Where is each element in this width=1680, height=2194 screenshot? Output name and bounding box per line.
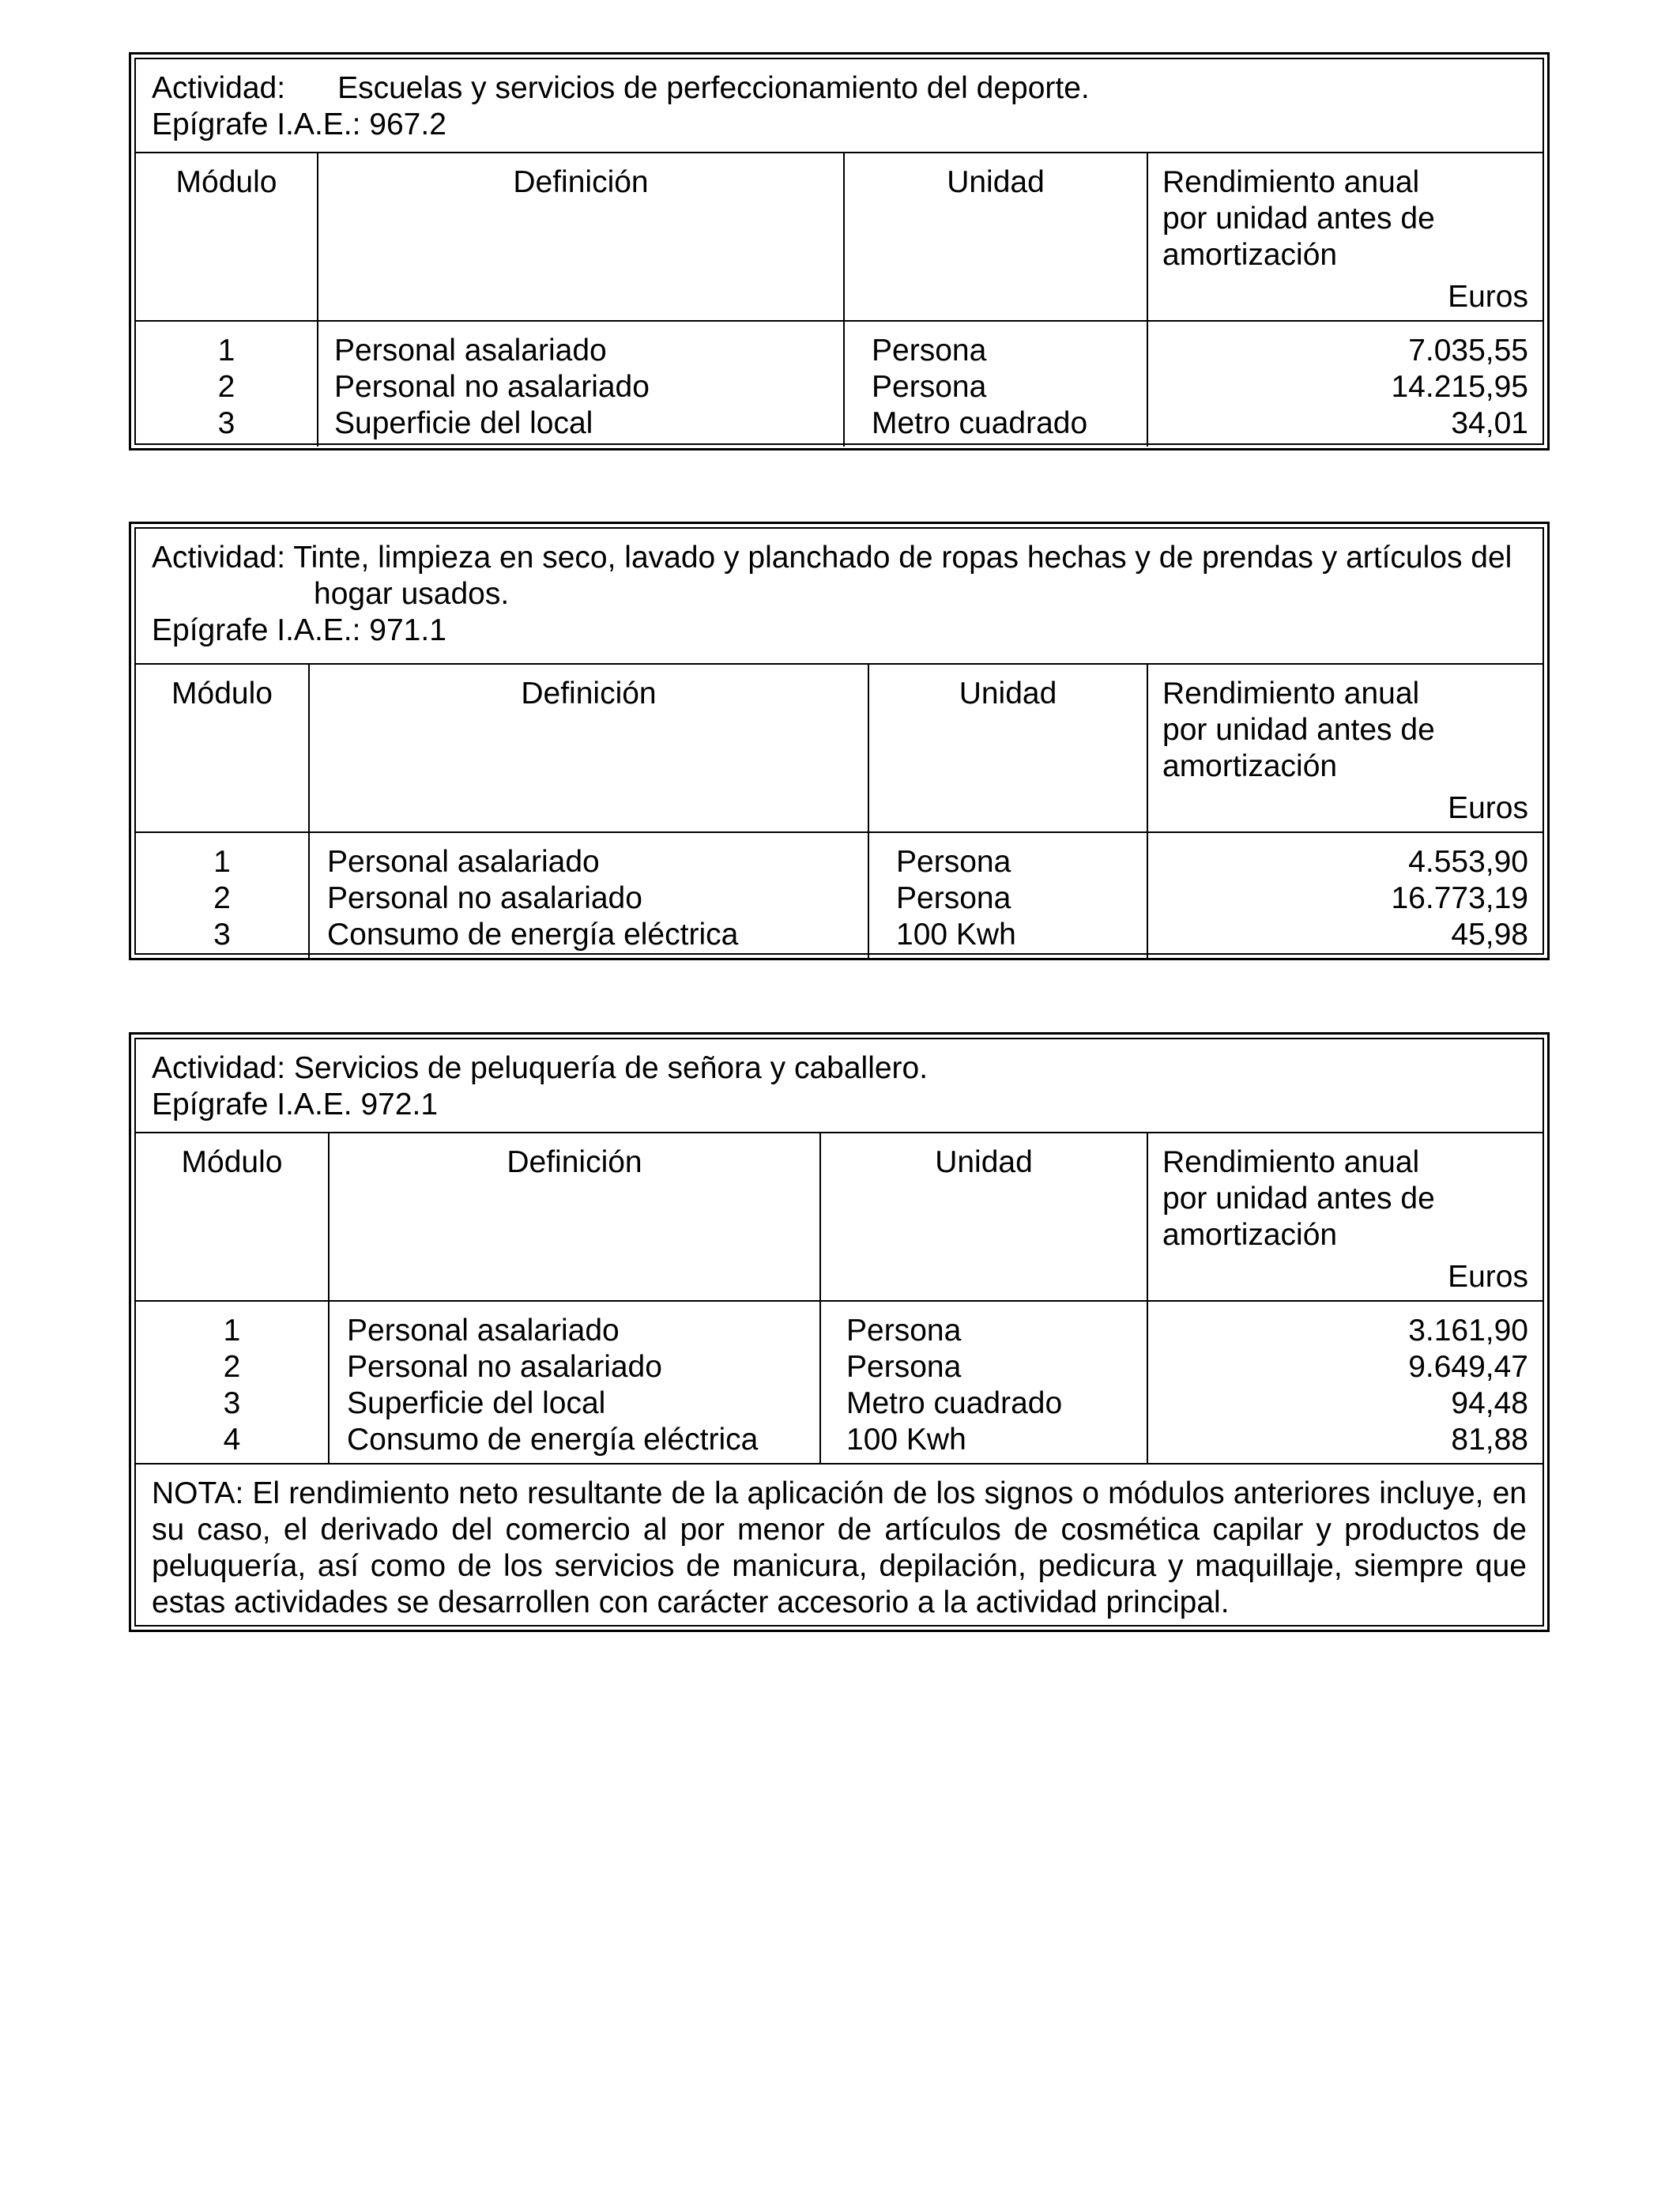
actividad-line (152, 70, 1527, 107)
table-epigrafe-971-1 (129, 522, 1550, 960)
header-modulo: Módulo (136, 153, 318, 320)
table-cell-unidad: Persona (846, 1350, 962, 1384)
table-cell-unidad: Metro cuadrado (846, 1386, 1063, 1420)
col-definicion (318, 322, 845, 447)
header-euros: Euros (1448, 280, 1528, 314)
table-cell-rendimiento: 16.773,19 (1391, 881, 1528, 915)
table-cell-definicion: Consumo de energía eléctrica (327, 918, 739, 952)
epigrafe: Epígrafe I.A.E. 972.1 (152, 1088, 439, 1122)
header-rendimiento-line2: por unidad antes de (1162, 713, 1435, 747)
actividad-line1: Actividad: Tinte, limpieza en seco, lavado y planchado de ropas hechas y de prendas y artículos del (152, 541, 1512, 575)
table-cell-rendimiento: 7.035,55 (1408, 334, 1528, 368)
table-cell-rendimiento: 3.161,90 (1408, 1314, 1528, 1348)
epigrafe: Epígrafe I.A.E.: 967.2 (152, 107, 446, 141)
header-euros: Euros (1448, 1260, 1528, 1294)
epigrafe: Epígrafe I.A.E.: 971.1 (152, 613, 446, 647)
table-cell-definicion: Superficie del local (347, 1386, 606, 1420)
table-cell-definicion: Personal no asalariado (334, 370, 650, 404)
table-body (136, 833, 1543, 958)
col-unidad (821, 1302, 1148, 1463)
table-cell-definicion: Superficie del local (334, 406, 593, 440)
col-definicion (330, 1302, 821, 1463)
table-header-row (136, 1133, 1543, 1302)
table-header-row (136, 153, 1543, 322)
table-cell-unidad: Metro cuadrado (872, 406, 1088, 440)
table-cell-unidad: Persona (872, 334, 987, 368)
table-cell-modulo: 4 (223, 1423, 241, 1457)
table-epigrafe-972-1 (129, 1032, 1550, 1632)
table-caption (136, 59, 1543, 153)
header-modulo: Módulo (136, 665, 310, 831)
table-frame (134, 527, 1544, 955)
header-rendimiento-line2: por unidad antes de (1162, 202, 1435, 236)
header-definicion: Definición (310, 665, 869, 831)
table-cell-rendimiento: 14.215,95 (1391, 370, 1528, 404)
table-cell-definicion: Personal no asalariado (347, 1350, 662, 1384)
table-header-row (136, 665, 1543, 833)
header-rendimiento-line3: amortización (1162, 238, 1338, 272)
table-cell-modulo: 3 (217, 406, 235, 440)
col-unidad (869, 833, 1148, 958)
col-definicion (310, 833, 869, 958)
header-rendimiento-line3: amortización (1162, 749, 1338, 783)
col-rendimiento (1148, 1302, 1543, 1463)
table-frame (134, 58, 1544, 445)
table-frame (134, 1038, 1544, 1627)
col-modulo (136, 1302, 330, 1463)
table-cell-modulo: 3 (223, 1386, 241, 1420)
actividad-line2: hogar usados. (314, 577, 510, 611)
col-rendimiento (1148, 833, 1543, 958)
table-cell-rendimiento: 4.553,90 (1408, 845, 1528, 879)
table-cell-modulo: 3 (213, 918, 231, 952)
table-cell-unidad: Persona (872, 370, 987, 404)
actividad-text: Escuelas y servicios de perfeccionamiento del deporte. (337, 71, 1090, 105)
header-rendimiento (1148, 1133, 1543, 1300)
header-rendimiento-line2: por unidad antes de (1162, 1182, 1435, 1216)
header-unidad: Unidad (845, 153, 1148, 320)
table-cell-modulo: 2 (217, 370, 235, 404)
header-rendimiento (1148, 665, 1543, 831)
header-rendimiento-line1: Rendimiento anual (1162, 1145, 1420, 1179)
header-definicion: Definición (330, 1133, 821, 1300)
table-cell-definicion: Personal no asalariado (327, 881, 642, 915)
table-cell-unidad: 100 Kwh (846, 1423, 966, 1457)
table-cell-modulo: 2 (213, 881, 231, 915)
col-modulo (136, 322, 318, 447)
table-cell-rendimiento: 45,98 (1451, 918, 1528, 952)
table-epigrafe-967-2 (129, 52, 1550, 450)
header-rendimiento-line3: amortización (1162, 1218, 1338, 1252)
table-cell-rendimiento: 81,88 (1451, 1423, 1528, 1457)
table-cell-modulo: 1 (217, 334, 235, 368)
table-cell-unidad: Persona (896, 881, 1011, 915)
col-unidad (845, 322, 1148, 447)
col-modulo (136, 833, 310, 958)
header-modulo: Módulo (136, 1133, 330, 1300)
table-cell-unidad: Persona (896, 845, 1011, 879)
table-cell-definicion: Personal asalariado (347, 1314, 620, 1348)
table-cell-rendimiento: 34,01 (1451, 406, 1528, 440)
table-cell-definicion: Consumo de energía eléctrica (347, 1423, 759, 1457)
header-definicion: Definición (318, 153, 845, 320)
table-cell-modulo: 1 (213, 845, 231, 879)
table-body (136, 1302, 1543, 1463)
table-cell-definicion: Personal asalariado (334, 334, 607, 368)
header-euros: Euros (1448, 791, 1528, 825)
table-cell-rendimiento: 9.649,47 (1408, 1350, 1528, 1384)
col-rendimiento (1148, 322, 1543, 447)
actividad-line1: Actividad: Servicios de peluquería de señora y caballero. (152, 1051, 929, 1085)
table-cell-unidad: 100 Kwh (896, 918, 1016, 952)
table-cell-definicion: Personal asalariado (327, 845, 600, 879)
header-rendimiento-line1: Rendimiento anual (1162, 677, 1420, 711)
table-caption (136, 1039, 1543, 1133)
table-cell-rendimiento: 94,48 (1451, 1386, 1528, 1420)
table-cell-modulo: 2 (223, 1350, 241, 1384)
header-unidad: Unidad (821, 1133, 1148, 1300)
header-rendimiento-line1: Rendimiento anual (1162, 165, 1420, 199)
actividad-label: Actividad: (152, 71, 286, 105)
table-caption (136, 529, 1543, 665)
header-rendimiento (1148, 153, 1543, 320)
header-unidad: Unidad (869, 665, 1148, 831)
table-body (136, 322, 1543, 447)
table-cell-modulo: 1 (223, 1314, 241, 1348)
table-cell-unidad: Persona (846, 1314, 962, 1348)
nota-text: NOTA: El rendimiento neto resultante de la aplicación de los signos o módulos anteriores incluye, en su caso, el derivado del comercio al por menor de artículos de cosmética capilar y productos de peluquería, así como de los servicios de manicura, depilación, pedicura y maquillaje, siempre que estas actividades se desarrollen con carácter accesorio a la actividad principal. (136, 1463, 1543, 1629)
